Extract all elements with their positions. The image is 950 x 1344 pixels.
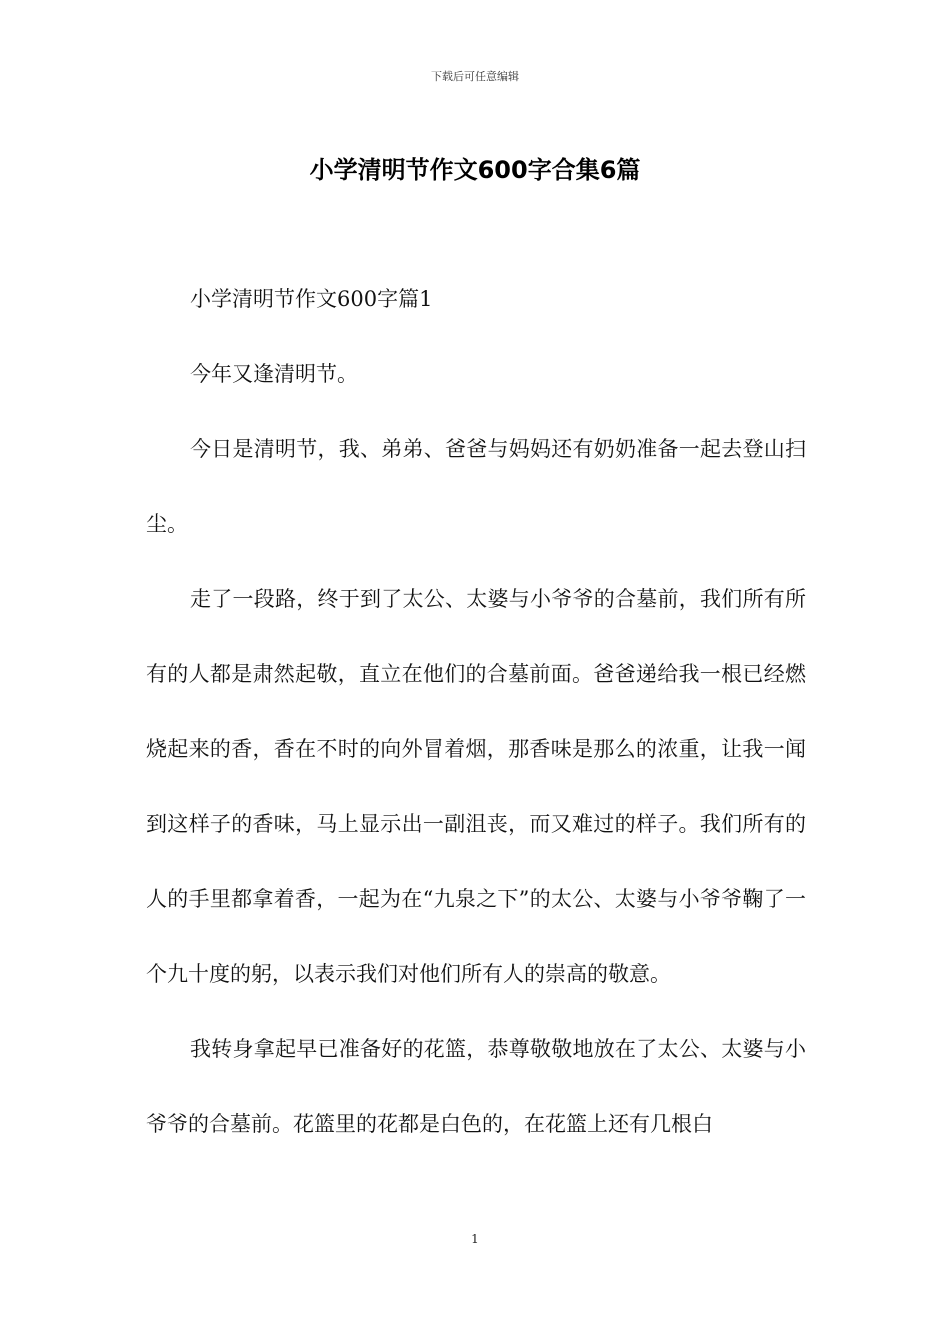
section-heading: 小学清明节作文600字篇1: [190, 287, 433, 311]
document-body: [146, 262, 806, 1162]
page-number: 1: [471, 1232, 479, 1246]
paragraph: 走了一段路，终于到了太公、太婆与小爷爷的合墓前，我们所有所有的人都是肃然起敬，直立在他们的合墓前面。爸爸递给我一根已经燃烧起来的香，香在不时的向外冒着烟，那香味是那么的浓重，让我一闻到这样子的香味，马上显示出一副沮丧，而又难过的样子。我们所有的人的手里都拿着香，一起为在“九泉之下”的太公、太婆与小爷爷鞠了一个九十度的躬，以表示我们对他们所有人的崇高的敬意。: [146, 587, 806, 986]
document-title: 小学清明节作文600字合集6篇: [309, 156, 641, 184]
paragraph: 今年又逢清明节。: [190, 362, 358, 386]
paragraph: 我转身拿起早已准备好的花篮，恭尊敬敬地放在了太公、太婆与小爷爷的合墓前。花篮里的花都是白色的，在花篮上还有几根白: [146, 1037, 806, 1136]
header-note: 下载后可任意编辑: [431, 70, 519, 83]
paragraph: 今日是清明节，我、弟弟、爸爸与妈妈还有奶奶准备一起去登山扫尘。: [146, 437, 806, 536]
